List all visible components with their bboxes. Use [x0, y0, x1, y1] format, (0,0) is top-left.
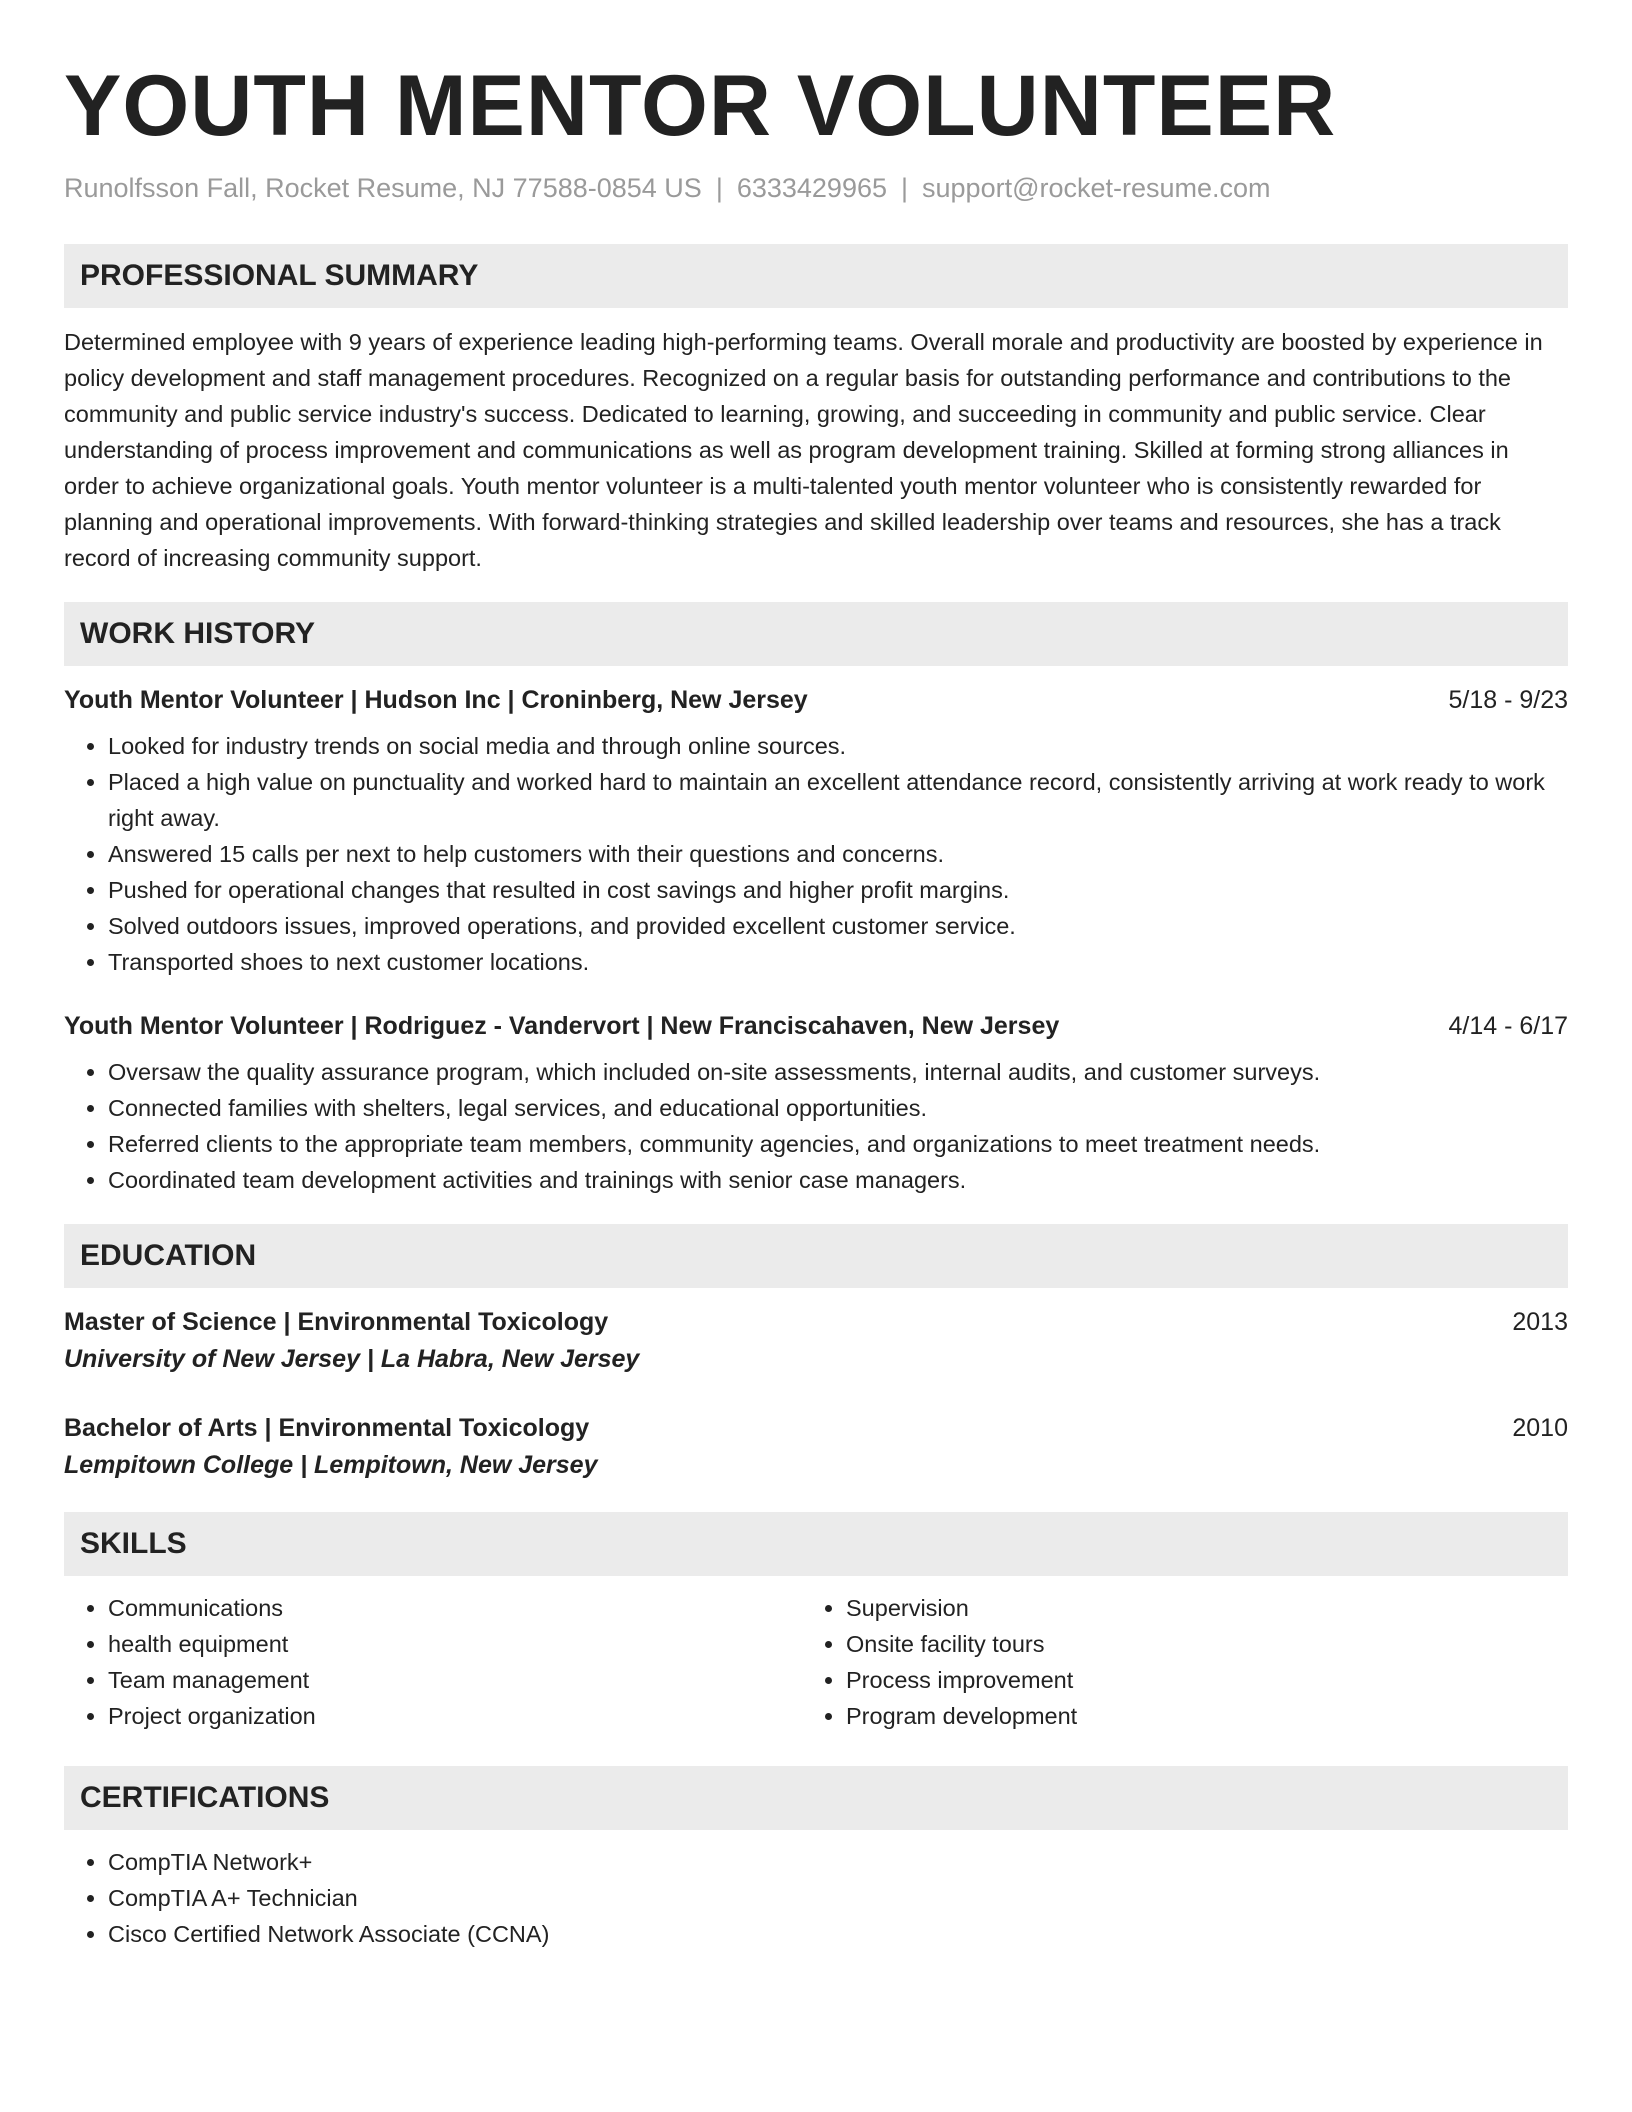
skill-item: • Process improvement [846, 1662, 1540, 1698]
skills-column-left [64, 1590, 802, 1734]
section-heading-certifications: CERTIFICATIONS [64, 1766, 1568, 1830]
education-year: 2013 [1512, 1308, 1568, 1336]
skill-item: • Supervision [846, 1590, 1540, 1626]
job-bullet: • Connected families with shelters, legal services, and educational opportunities. [108, 1090, 1568, 1126]
contact-phone: 6333429965 [736, 173, 887, 203]
contact-separator: | [901, 173, 909, 203]
certification-item: • CompTIA Network+ [108, 1844, 1568, 1880]
job-bullet: • Answered 15 calls per next to help customers with their questions and concerns. [108, 836, 1568, 872]
skill-item: • Communications [108, 1590, 802, 1626]
job-bullet: • Oversaw the quality assurance program, which included on-site assessments, internal audits, and customer surveys. [108, 1054, 1568, 1090]
contact-separator: | [715, 173, 723, 203]
job-header [64, 682, 1568, 718]
contact-email[interactable]: support@rocket-resume.com [922, 173, 1271, 203]
skills-column-right [802, 1590, 1540, 1734]
education-entry [64, 1304, 1568, 1378]
job-header [64, 1008, 1568, 1044]
education-school: Lempitown College | Lempitown, New Jersey [64, 1451, 598, 1479]
job-bullet: • Transported shoes to next customer locations. [108, 944, 1568, 980]
certification-item: • Cisco Certified Network Associate (CCNA) [108, 1916, 1568, 1952]
job-bullet: • Looked for industry trends on social media and through online sources. [108, 728, 1568, 764]
education-degree: Bachelor of Arts | Environmental Toxicology [64, 1414, 590, 1442]
education-header [64, 1304, 1568, 1340]
education-header [64, 1410, 1568, 1446]
job-title: Youth Mentor Volunteer | Hudson Inc | Croninberg, New Jersey [64, 686, 808, 714]
certification-item: • CompTIA A+ Technician [108, 1880, 1568, 1916]
job-dates: 5/18 - 9/23 [1448, 686, 1568, 714]
skill-item: • Program development [846, 1698, 1540, 1734]
section-heading-education: EDUCATION [64, 1224, 1568, 1288]
section-heading-summary: PROFESSIONAL SUMMARY [64, 244, 1568, 308]
job-bullets [64, 728, 1568, 980]
job-entry [64, 1008, 1568, 1198]
job-bullets [64, 1054, 1568, 1198]
contact-line [64, 170, 1568, 206]
section-heading-skills: SKILLS [64, 1512, 1568, 1576]
resume-name: YOUTH MENTOR VOLUNTEER [64, 58, 1337, 154]
education-entry [64, 1410, 1568, 1484]
skills-grid [64, 1590, 1568, 1734]
skill-item: • Team management [108, 1662, 802, 1698]
job-bullet: • Referred clients to the appropriate team members, community agencies, and organizations to meet treatment needs. [108, 1126, 1568, 1162]
education-year: 2010 [1512, 1414, 1568, 1442]
skill-item: • Project organization [108, 1698, 802, 1734]
job-bullet: • Placed a high value on punctuality and worked hard to maintain an excellent attendance record, consistently arriving at work ready to work right away. [108, 764, 1568, 836]
job-title: Youth Mentor Volunteer | Rodriguez - Vandervort | New Franciscahaven, New Jersey [64, 1012, 1060, 1040]
job-bullet: • Solved outdoors issues, improved operations, and provided excellent customer service. [108, 908, 1568, 944]
summary-text: Determined employee with 9 years of experience leading high-performing teams. Overall morale and productivity are boosted by experience in policy development and staff management procedures. Recognized on a regular basis for outstanding performance and contributions to the community and public service industry's success. Dedicated to learning, growing, and succeeding in community and public service. Clear understanding of process improvement and communications as well as program development training. Skilled at forming strong alliances in order to achieve organizational goals. Youth mentor volunteer is a multi-talented youth mentor volunteer who is consistently rewarded for planning and operational improvements. With forward-thinking strategies and skilled leadership over teams and resources, she has a track record of increasing community support. [64, 329, 1543, 571]
education-degree: Master of Science | Environmental Toxicology [64, 1308, 609, 1336]
skill-item: • health equipment [108, 1626, 802, 1662]
job-entry [64, 682, 1568, 980]
job-dates: 4/14 - 6/17 [1448, 1012, 1568, 1040]
education-school: University of New Jersey | La Habra, New Jersey [64, 1345, 640, 1373]
job-bullet: • Coordinated team development activities and trainings with senior case managers. [108, 1162, 1568, 1198]
skill-item: • Onsite facility tours [846, 1626, 1540, 1662]
section-heading-work-history: WORK HISTORY [64, 602, 1568, 666]
contact-address: Runolfsson Fall, Rocket Resume, NJ 77588-0854 US [64, 173, 702, 203]
certifications-list [64, 1844, 1568, 1952]
job-bullet: • Pushed for operational changes that resulted in cost savings and higher profit margins. [108, 872, 1568, 908]
